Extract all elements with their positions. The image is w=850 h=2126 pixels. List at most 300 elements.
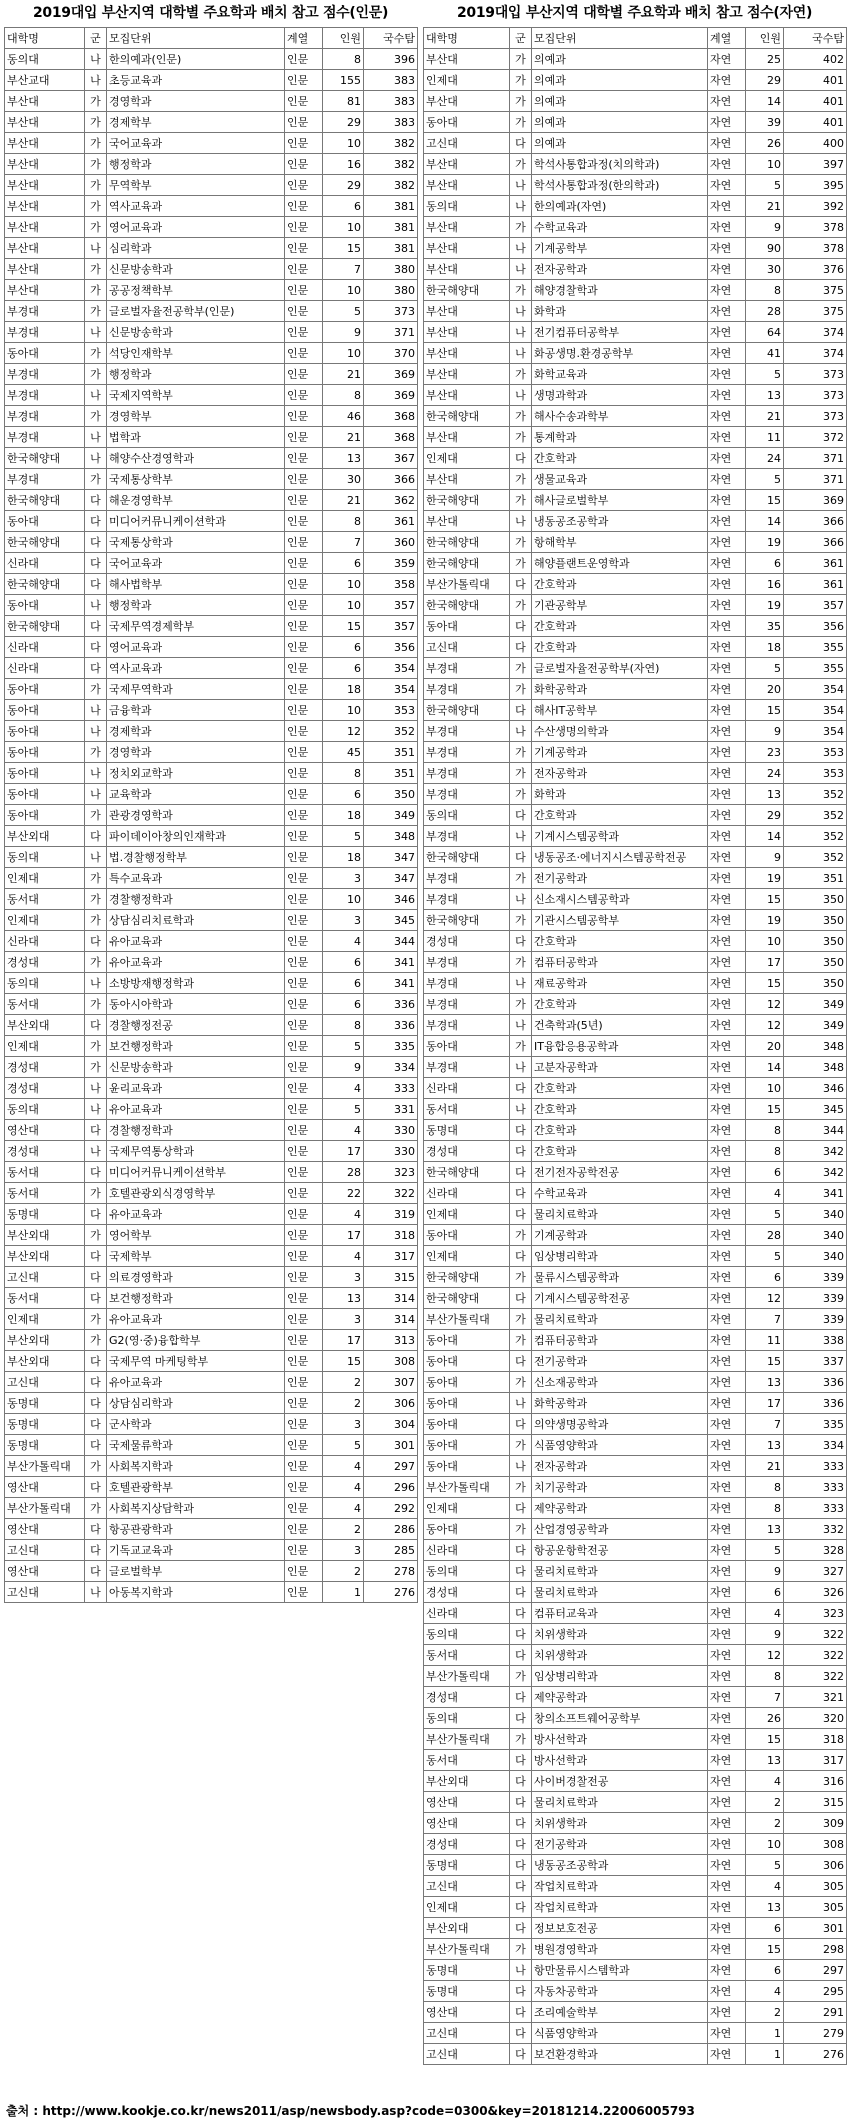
cell-score: 340	[784, 1225, 847, 1246]
cell-group: 다	[510, 1288, 532, 1309]
cell-major: 기계공학과	[532, 1225, 708, 1246]
cell-group: 가	[85, 91, 107, 112]
table-row	[5, 1183, 418, 1204]
cell-group: 가	[85, 301, 107, 322]
cell-major: 신소재시스템공학과	[532, 889, 708, 910]
cell-group: 나	[510, 1099, 532, 1120]
cell-major: 화공생명.환경공학부	[532, 343, 708, 364]
table-row	[424, 1078, 847, 1099]
cell-score: 323	[784, 1603, 847, 1624]
cell-university: 동의대	[424, 1561, 510, 1582]
cell-group: 다	[510, 2023, 532, 2044]
cell-quota: 14	[746, 1057, 784, 1078]
table-row	[5, 658, 418, 679]
table-row	[424, 1624, 847, 1645]
cell-university: 부산대	[424, 385, 510, 406]
cell-quota: 1	[746, 2023, 784, 2044]
cell-group: 가	[510, 112, 532, 133]
cell-university: 부산외대	[5, 1351, 85, 1372]
cell-group: 나	[85, 763, 107, 784]
cell-track: 자연	[708, 322, 746, 343]
cell-quota: 20	[746, 1036, 784, 1057]
cell-major: 전자공학과	[532, 1456, 708, 1477]
cell-quota: 35	[746, 616, 784, 637]
table-row	[5, 868, 418, 889]
cell-score: 353	[364, 700, 418, 721]
cell-major: 신문방송학과	[107, 1057, 285, 1078]
cell-track: 자연	[708, 1624, 746, 1645]
right-title: 2019대입 부산지역 대학별 주요학과 배치 참고 점수(자연)	[456, 5, 813, 21]
cell-quota: 81	[323, 91, 364, 112]
cell-major: 전자공학과	[532, 259, 708, 280]
cell-score: 396	[364, 49, 418, 70]
cell-score: 338	[784, 1330, 847, 1351]
cell-quota: 8	[323, 49, 364, 70]
table-row	[424, 364, 847, 385]
cell-score: 346	[364, 889, 418, 910]
table-row	[424, 1456, 847, 1477]
cell-major: 심리학과	[107, 238, 285, 259]
cell-quota: 46	[323, 406, 364, 427]
cell-quota: 10	[746, 931, 784, 952]
cell-university: 부산대	[5, 91, 85, 112]
cell-score: 375	[784, 301, 847, 322]
cell-major: 행정학과	[107, 154, 285, 175]
cell-group: 나	[510, 196, 532, 217]
cell-major: 경영학과	[107, 742, 285, 763]
cell-major: 고분자공학과	[532, 1057, 708, 1078]
cell-score: 366	[784, 511, 847, 532]
cell-university: 동아대	[424, 1225, 510, 1246]
cell-major: 컴퓨터공학과	[532, 952, 708, 973]
cell-quota: 8	[746, 1477, 784, 1498]
cell-major: 작업치료학과	[532, 1876, 708, 1897]
cell-major: 간호학과	[532, 1120, 708, 1141]
cell-university: 경성대	[424, 1687, 510, 1708]
cell-group: 가	[510, 658, 532, 679]
cell-score: 320	[784, 1708, 847, 1729]
cell-track: 인문	[285, 742, 323, 763]
cell-major: 전자공학과	[532, 763, 708, 784]
cell-major: 수학교육과	[532, 1183, 708, 1204]
cell-major: 국제학부	[107, 1246, 285, 1267]
cell-group: 가	[85, 1225, 107, 1246]
cell-major: 치기공학과	[532, 1477, 708, 1498]
cell-score: 335	[364, 1036, 418, 1057]
table-row	[424, 1561, 847, 1582]
cell-major: 의료경영학과	[107, 1267, 285, 1288]
cell-major: 군사학과	[107, 1414, 285, 1435]
cell-score: 344	[784, 1120, 847, 1141]
cell-university: 경성대	[5, 1141, 85, 1162]
cell-track: 인문	[285, 1204, 323, 1225]
col-header-group: 군	[85, 28, 107, 49]
cell-track: 인문	[285, 658, 323, 679]
cell-track: 자연	[708, 1939, 746, 1960]
cell-major: 석당인재학부	[107, 343, 285, 364]
cell-track: 자연	[708, 2023, 746, 2044]
cell-quota: 18	[323, 679, 364, 700]
cell-group: 가	[85, 952, 107, 973]
cell-group: 가	[85, 469, 107, 490]
cell-score: 301	[364, 1435, 418, 1456]
cell-track: 인문	[285, 301, 323, 322]
table-row	[424, 91, 847, 112]
cell-score: 328	[784, 1540, 847, 1561]
table-row	[424, 2002, 847, 2023]
cell-quota: 6	[323, 784, 364, 805]
cell-university: 부산가톨릭대	[424, 1939, 510, 1960]
table-row	[424, 217, 847, 238]
cell-university: 한국해양대	[424, 700, 510, 721]
cell-score: 344	[364, 931, 418, 952]
cell-track: 자연	[708, 1813, 746, 1834]
cell-score: 357	[784, 595, 847, 616]
cell-score: 366	[784, 532, 847, 553]
cell-university: 고신대	[5, 1267, 85, 1288]
table-row	[424, 427, 847, 448]
cell-university: 동아대	[424, 1351, 510, 1372]
cell-university: 고신대	[424, 2044, 510, 2065]
col-header-group: 군	[510, 28, 532, 49]
cell-score: 323	[364, 1162, 418, 1183]
cell-group: 다	[510, 1981, 532, 2002]
cell-group: 가	[510, 868, 532, 889]
cell-major: 화학공학과	[532, 679, 708, 700]
cell-track: 인문	[285, 1288, 323, 1309]
cell-university: 한국해양대	[5, 574, 85, 595]
cell-university: 인제대	[5, 1036, 85, 1057]
table-row	[424, 868, 847, 889]
cell-major: 무역학부	[107, 175, 285, 196]
cell-university: 부산대	[5, 238, 85, 259]
cell-group: 나	[510, 1960, 532, 1981]
cell-group: 가	[510, 553, 532, 574]
cell-university: 부경대	[5, 301, 85, 322]
cell-track: 인문	[285, 70, 323, 91]
cell-university: 부경대	[424, 889, 510, 910]
cell-track: 인문	[285, 280, 323, 301]
cell-track: 인문	[285, 637, 323, 658]
cell-group: 다	[85, 1015, 107, 1036]
cell-score: 367	[364, 448, 418, 469]
cell-score: 314	[364, 1309, 418, 1330]
table-row	[424, 1183, 847, 1204]
cell-university: 부산외대	[5, 1015, 85, 1036]
cell-score: 395	[784, 175, 847, 196]
cell-score: 349	[784, 994, 847, 1015]
cell-quota: 5	[746, 1540, 784, 1561]
cell-university: 동서대	[5, 1288, 85, 1309]
cell-score: 401	[784, 91, 847, 112]
cell-group: 다	[85, 658, 107, 679]
cell-score: 366	[364, 469, 418, 490]
cell-group: 다	[510, 1141, 532, 1162]
cell-track: 자연	[708, 1330, 746, 1351]
cell-major: 아동복지학과	[107, 1582, 285, 1603]
cell-quota: 15	[746, 1099, 784, 1120]
cell-major: 간호학과	[532, 637, 708, 658]
cell-score: 354	[784, 679, 847, 700]
table-row	[5, 1162, 418, 1183]
cell-major: 기계공학과	[532, 742, 708, 763]
cell-major: 냉동공조공학과	[532, 511, 708, 532]
cell-university: 부산대	[5, 154, 85, 175]
cell-group: 다	[85, 826, 107, 847]
cell-university: 고신대	[424, 637, 510, 658]
cell-quota: 13	[746, 1519, 784, 1540]
cell-track: 자연	[708, 2002, 746, 2023]
cell-score: 369	[784, 490, 847, 511]
cell-group: 다	[510, 1792, 532, 1813]
cell-quota: 6	[746, 1918, 784, 1939]
table-row	[424, 1246, 847, 1267]
cell-score: 373	[784, 406, 847, 427]
cell-university: 동서대	[5, 1183, 85, 1204]
cell-score: 402	[784, 49, 847, 70]
cell-quota: 90	[746, 238, 784, 259]
cell-quota: 6	[323, 658, 364, 679]
cell-major: 통계학과	[532, 427, 708, 448]
col-header-score: 국수탐	[784, 28, 847, 49]
source-citation: 출처 : http://www.kookje.co.kr/news2011/asp/newsbody.asp?code=0300&key=20181214.22006005793	[6, 2104, 695, 2118]
cell-university: 동의대	[424, 1624, 510, 1645]
cell-score: 276	[784, 2044, 847, 2065]
cell-group: 가	[510, 1372, 532, 1393]
cell-quota: 10	[323, 343, 364, 364]
cell-major: 특수교육과	[107, 868, 285, 889]
cell-quota: 29	[323, 175, 364, 196]
cell-track: 자연	[708, 1645, 746, 1666]
cell-track: 자연	[708, 1771, 746, 1792]
cell-major: 유아교육과	[107, 1372, 285, 1393]
cell-quota: 24	[746, 763, 784, 784]
cell-group: 나	[85, 595, 107, 616]
table-row	[424, 1141, 847, 1162]
cell-quota: 28	[746, 301, 784, 322]
cell-score: 297	[364, 1456, 418, 1477]
cell-quota: 4	[746, 1603, 784, 1624]
cell-score: 315	[364, 1267, 418, 1288]
cell-quota: 21	[746, 406, 784, 427]
cell-group: 가	[510, 406, 532, 427]
cell-track: 인문	[285, 595, 323, 616]
cell-university: 한국해양대	[424, 553, 510, 574]
cell-track: 자연	[708, 1372, 746, 1393]
cell-major: 국제지역학부	[107, 385, 285, 406]
cell-major: 냉동공조공학과	[532, 1855, 708, 1876]
cell-track: 자연	[708, 49, 746, 70]
cell-university: 부산가톨릭대	[424, 574, 510, 595]
table-row	[424, 1435, 847, 1456]
cell-quota: 13	[323, 448, 364, 469]
table-row	[424, 574, 847, 595]
cell-quota: 5	[323, 1435, 364, 1456]
cell-group: 다	[85, 1267, 107, 1288]
cell-group: 나	[85, 238, 107, 259]
cell-major: 국제통상학과	[107, 532, 285, 553]
table-row	[424, 826, 847, 847]
cell-major: 유아교육과	[107, 1099, 285, 1120]
cell-university: 동명대	[5, 1204, 85, 1225]
cell-university: 부경대	[424, 784, 510, 805]
cell-major: 임상병리학과	[532, 1666, 708, 1687]
cell-score: 382	[364, 175, 418, 196]
cell-university: 신라대	[5, 553, 85, 574]
table-row	[5, 1498, 418, 1519]
table-row	[424, 742, 847, 763]
cell-quota: 6	[746, 1960, 784, 1981]
cell-university: 한국해양대	[424, 847, 510, 868]
cell-quota: 9	[323, 1057, 364, 1078]
table-row	[424, 994, 847, 1015]
table-row	[424, 763, 847, 784]
cell-university: 동서대	[5, 889, 85, 910]
col-header-track: 계열	[285, 28, 323, 49]
cell-score: 400	[784, 133, 847, 154]
cell-group: 다	[85, 637, 107, 658]
cell-major: 공공정책학부	[107, 280, 285, 301]
cell-university: 부산대	[424, 322, 510, 343]
cell-quota: 8	[746, 1120, 784, 1141]
cell-group: 다	[510, 1750, 532, 1771]
cell-major: 호텔관광학부	[107, 1477, 285, 1498]
table-row	[424, 1582, 847, 1603]
cell-track: 인문	[285, 1099, 323, 1120]
cell-quota: 19	[746, 595, 784, 616]
table-row	[424, 1099, 847, 1120]
cell-quota: 4	[746, 1981, 784, 2002]
cell-university: 동아대	[5, 511, 85, 532]
table-row	[424, 1960, 847, 1981]
cell-quota: 8	[746, 280, 784, 301]
cell-quota: 13	[746, 385, 784, 406]
cell-quota: 28	[746, 1225, 784, 1246]
cell-major: 치위생학과	[532, 1813, 708, 1834]
cell-quota: 13	[746, 1372, 784, 1393]
cell-quota: 5	[746, 175, 784, 196]
cell-track: 자연	[708, 1204, 746, 1225]
table-row	[424, 1813, 847, 1834]
cell-quota: 14	[746, 826, 784, 847]
cell-group: 나	[510, 1015, 532, 1036]
cell-major: 교육학과	[107, 784, 285, 805]
table-row	[424, 1855, 847, 1876]
cell-track: 인문	[285, 1141, 323, 1162]
cell-track: 인문	[285, 427, 323, 448]
cell-university: 부경대	[5, 322, 85, 343]
cell-track: 자연	[708, 1981, 746, 2002]
cell-group: 가	[510, 1666, 532, 1687]
cell-university: 동명대	[424, 1855, 510, 1876]
cell-group: 다	[510, 2044, 532, 2065]
cell-group: 다	[510, 1624, 532, 1645]
cell-group: 가	[85, 343, 107, 364]
cell-university: 신라대	[424, 1078, 510, 1099]
cell-quota: 26	[746, 133, 784, 154]
cell-university: 동아대	[424, 1456, 510, 1477]
cell-track: 인문	[285, 322, 323, 343]
cell-university: 한국해양대	[424, 280, 510, 301]
table-row	[424, 784, 847, 805]
cell-score: 369	[364, 364, 418, 385]
cell-quota: 18	[323, 847, 364, 868]
table-row	[5, 595, 418, 616]
cell-score: 361	[364, 511, 418, 532]
cell-university: 부산대	[5, 175, 85, 196]
cell-score: 276	[364, 1582, 418, 1603]
cell-group: 가	[85, 364, 107, 385]
col-header-university: 대학명	[424, 28, 510, 49]
cell-major: 물리치료학과	[532, 1309, 708, 1330]
cell-university: 동서대	[5, 994, 85, 1015]
cell-major: 물류시스템공학과	[532, 1267, 708, 1288]
cell-quota: 41	[746, 343, 784, 364]
cell-major: 신문방송학과	[107, 322, 285, 343]
col-header-quota: 인원	[323, 28, 364, 49]
cell-university: 부산대	[424, 427, 510, 448]
cell-track: 인문	[285, 1393, 323, 1414]
table-row	[5, 1036, 418, 1057]
cell-score: 306	[784, 1855, 847, 1876]
cell-university: 부경대	[424, 868, 510, 889]
cell-score: 306	[364, 1393, 418, 1414]
cell-score: 397	[784, 154, 847, 175]
table-row	[424, 259, 847, 280]
table-row	[424, 1687, 847, 1708]
cell-group: 나	[85, 1582, 107, 1603]
cell-major: 파이데이아창의인재학과	[107, 826, 285, 847]
cell-group: 가	[510, 532, 532, 553]
cell-major: 글로벌학부	[107, 1561, 285, 1582]
cell-major: 전기공학과	[532, 1834, 708, 1855]
cell-major: IT융합응용공학과	[532, 1036, 708, 1057]
cell-quota: 4	[746, 1771, 784, 1792]
cell-track: 자연	[708, 1162, 746, 1183]
cell-university: 한국해양대	[5, 532, 85, 553]
cell-score: 330	[364, 1120, 418, 1141]
cell-score: 352	[784, 805, 847, 826]
table-row	[424, 301, 847, 322]
cell-track: 인문	[285, 1162, 323, 1183]
cell-track: 자연	[708, 847, 746, 868]
cell-quota: 4	[323, 1120, 364, 1141]
cell-score: 347	[364, 868, 418, 889]
cell-group: 다	[85, 931, 107, 952]
table-row	[424, 805, 847, 826]
cell-score: 318	[364, 1225, 418, 1246]
cell-quota: 5	[746, 469, 784, 490]
cell-university: 경성대	[5, 1078, 85, 1099]
cell-track: 인문	[285, 1456, 323, 1477]
cell-track: 자연	[708, 1750, 746, 1771]
cell-group: 다	[510, 931, 532, 952]
table-row	[424, 322, 847, 343]
cell-track: 자연	[708, 196, 746, 217]
cell-track: 자연	[708, 574, 746, 595]
cell-quota: 6	[746, 1582, 784, 1603]
cell-track: 인문	[285, 364, 323, 385]
cell-major: 간호학과	[532, 994, 708, 1015]
cell-university: 부산대	[424, 343, 510, 364]
table-row	[424, 2023, 847, 2044]
cell-track: 인문	[285, 1330, 323, 1351]
cell-quota: 10	[323, 574, 364, 595]
cell-score: 351	[364, 742, 418, 763]
cell-quota: 39	[746, 112, 784, 133]
cell-university: 영산대	[5, 1477, 85, 1498]
cell-major: 항만물류시스템학과	[532, 1960, 708, 1981]
